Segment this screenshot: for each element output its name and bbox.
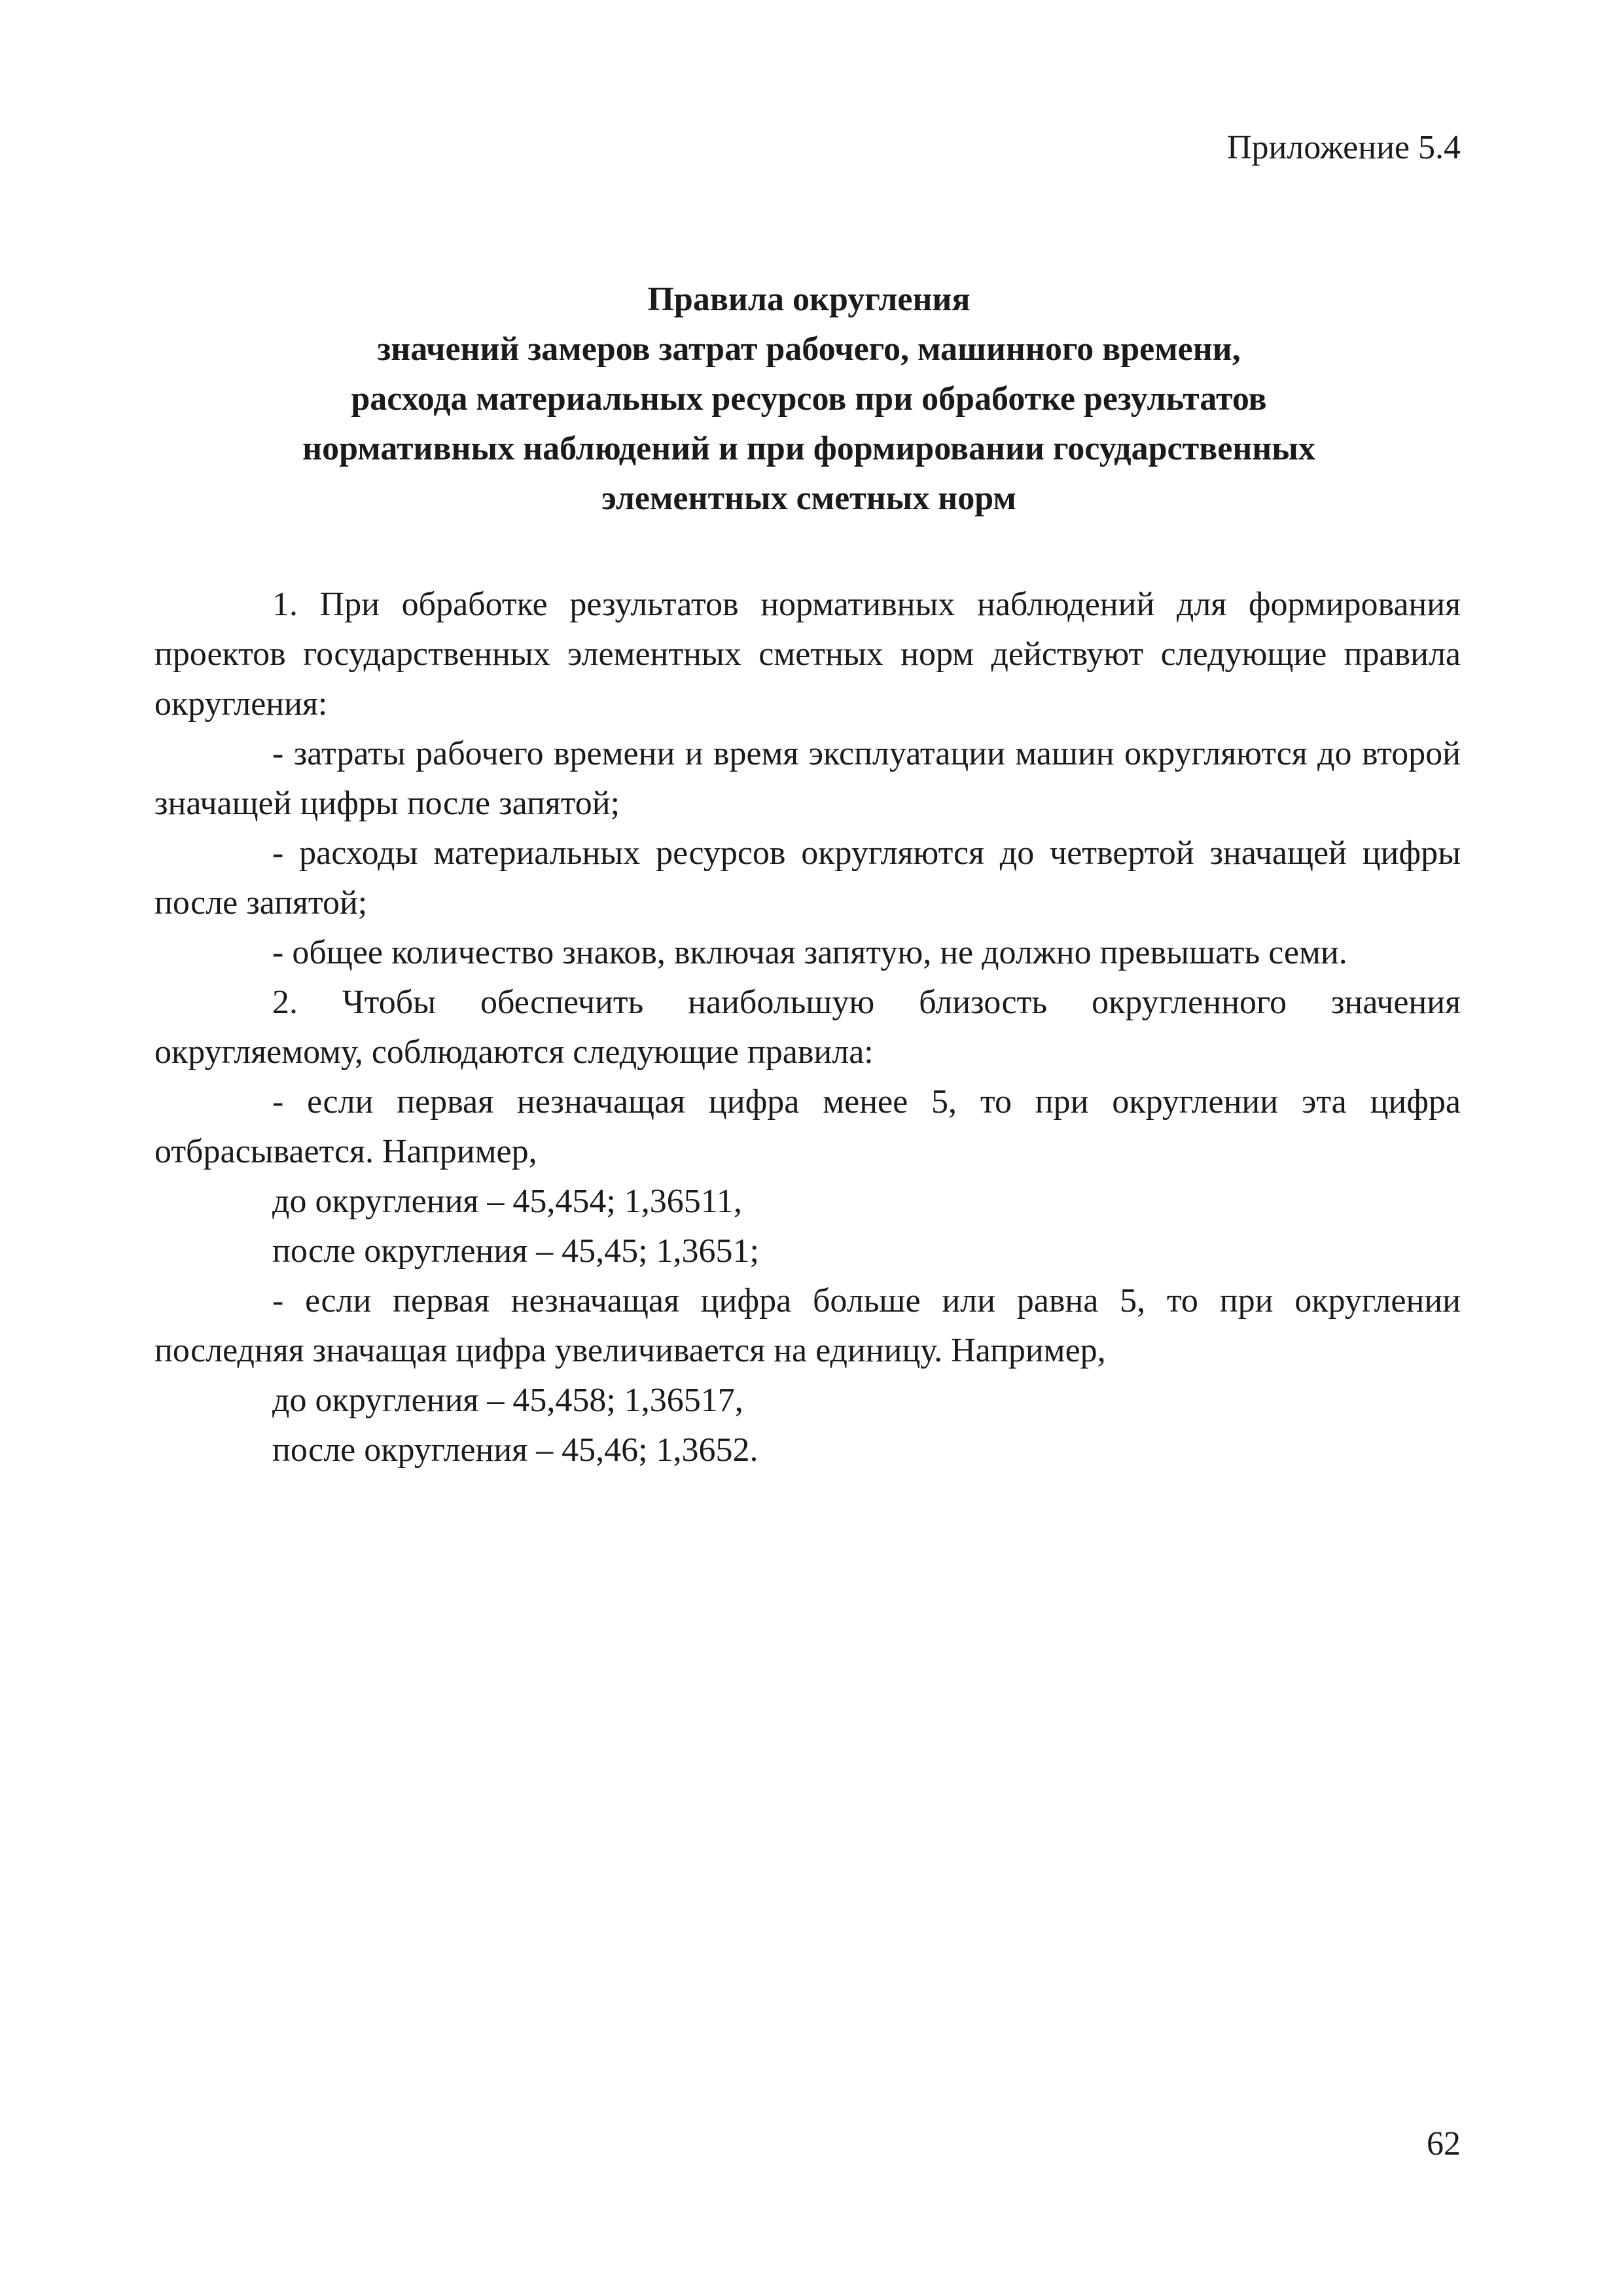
appendix-label: Приложение 5.4 [1226, 129, 1461, 166]
document-body [154, 580, 1461, 1475]
paragraph-rule-2: 2. Чтобы обеспечить наибольшую близость округленного значения округляемому, соблюдаются следующие правила: [154, 984, 1461, 1071]
document-title [154, 275, 1463, 524]
title-line: расхода материальных ресурсов при обработке результатов [351, 380, 1267, 418]
paragraph-rule-1: 1. При обработке результатов нормативных наблюдений для формирования проектов государственных элементных сметных норм действуют следующие правила округления: [154, 586, 1461, 723]
title-line: элементных сметных норм [601, 480, 1016, 517]
list-item-less-than-5: - если первая незначащая цифра менее 5, то при округлении эта цифра отбрасывается. Например, [154, 1083, 1461, 1170]
title-line: Правила округления [647, 281, 971, 318]
list-item-materials: - расходы материальных ресурсов округляются до четвертой значащей цифры после запятой; [154, 834, 1461, 922]
title-line: нормативных наблюдений и при формировании государственных [302, 430, 1315, 467]
example-after-rounding: после округления – 45,46; 1,3652. [272, 1431, 758, 1469]
example-before-rounding: до округления – 45,454; 1,36511, [272, 1183, 742, 1220]
page-number: 62 [1427, 2125, 1461, 2162]
example-after-rounding: после округления – 45,45; 1,3651; [272, 1232, 759, 1270]
list-item-ge-5: - если первая незначащая цифра больше или равна 5, то при округлении последняя значащая цифра увеличивается на единицу. Например, [154, 1282, 1461, 1369]
title-line: значений замеров затрат рабочего, машинного времени, [377, 331, 1241, 368]
example-before-rounding: до округления – 45,458; 1,36517, [272, 1382, 743, 1419]
list-item-total-chars: - общее количество знаков, включая запятую, не должно превышать семи. [272, 934, 1347, 971]
list-item-work-time: - затраты рабочего времени и время эксплуатации машин округляются до второй значащей цифры после запятой; [154, 735, 1461, 822]
